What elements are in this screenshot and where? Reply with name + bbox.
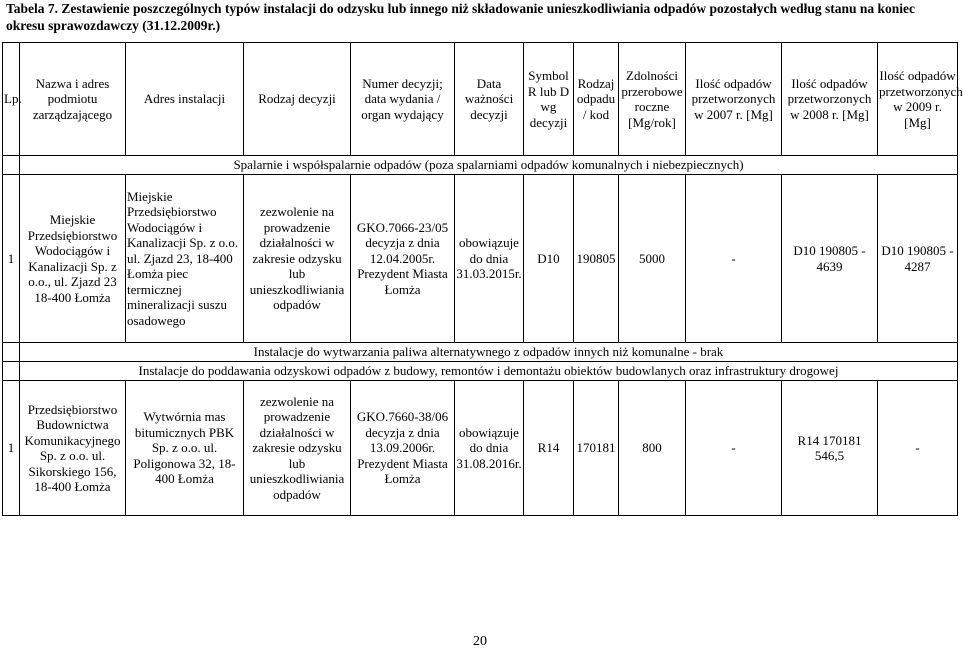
cell-symbol: R14 [524,381,574,516]
header-cell: Rodzaj decyzji [244,43,351,156]
section-row [3,362,958,381]
cell-kod: 190805 [574,175,619,343]
header-cell: Ilość odpadów przetworzonych w 2008 r. [Mg] [782,43,878,156]
cell-podmiot: Miejskie Przedsiębiorstwo Wodociągów i Kanalizacji Sp. z o.o., ul. Zjazd 23 18-400 Łomża [20,175,126,343]
header-cell: Data ważności decyzji [455,43,524,156]
header-cell: Ilość odpadów przetworzonych w 2009 r. [Mg] [878,43,958,156]
section-row [3,343,958,362]
cell-numer: GKO.7066-23/05 decyzja z dnia 12.04.2005r. Prezydent Miasta Łomża [351,175,455,343]
cell-adres: Wytwórnia mas bitumicznych PBK Sp. z o.o. ul. Poligonowa 32, 18-400 Łomża [126,381,244,516]
cell-2008: R14 170181 546,5 [782,381,878,516]
cell-2009: - [878,381,958,516]
section-title: Spalarnie i współspalarnie odpadów (poza spalarniami odpadów komunalnych i niebezpiecznych) [20,156,958,175]
section-title: Instalacje do poddawania odzyskowi odpadów z budowy, remontów i demontażu obiektów budowlanych oraz infrastruktury drogowej [20,362,958,381]
table-caption: Tabela 7. Zestawienie poszczególnych typów instalacji do odzysku lub innego niż składowanie unieszkodliwiania odpadów pozostałych według stanu na koniec okresu sprawozdawczy (31.12.2009r.) [6,1,916,33]
header-cell: Ilość odpadów przetworzonych w 2007 r. [Mg] [686,43,782,156]
header-cell: Adres instalacji [126,43,244,156]
header-cell: Symbol R lub D wg decyzji [524,43,574,156]
cell-adres: Miejskie Przedsiębiorstwo Wodociągów i Kanalizacji Sp. z o.o. ul. Zjazd 23, 18-400 Łomża piec termicznej mineralizacji suszu osadowego [126,175,244,343]
cell-rodzaj: zezwolenie na prowadzenie działalności w zakresie odzysku lub unieszkodliwiania odpadów [244,175,351,343]
cell-lp: 1 [3,381,20,516]
cell-2007: - [686,175,782,343]
cell-symbol: D10 [524,175,574,343]
cell-zdolnosc: 800 [619,381,686,516]
section-row [3,156,958,175]
section-cell [3,343,20,362]
cell-podmiot: Przedsiębiorstwo Budownictwa Komunikacyjnego Sp. z o.o. ul. Sikorskiego 156, 18-400 Łomża [20,381,126,516]
header-cell: Numer decyzji; data wydania / organ wydający [351,43,455,156]
cell-2009: D10 190805 - 4287 [878,175,958,343]
cell-kod: 170181 [574,381,619,516]
cell-waznosc: obowiązuje do dnia 31.03.2015r. [455,175,524,343]
header-row [3,43,958,156]
section-title: Instalacje do wytwarzania paliwa alternatywnego z odpadów innych niż komunalne - brak [20,343,958,362]
header-cell: Zdolności przerobowe roczne [Mg/rok] [619,43,686,156]
header-cell: Lp. [3,43,20,156]
cell-rodzaj: zezwolenie na prowadzenie działalności w zakresie odzysku lub unieszkodliwiania odpadów [244,381,351,516]
cell-2008: D10 190805 - 4639 [782,175,878,343]
section-cell [3,156,20,175]
header-cell: Nazwa i adres podmiotu zarządzającego [20,43,126,156]
cell-zdolnosc: 5000 [619,175,686,343]
header-cell: Rodzaj odpadu / kod [574,43,619,156]
section-cell [3,362,20,381]
cell-2007: - [686,381,782,516]
cell-numer: GKO.7660-38/06 decyzja z dnia 13.09.2006r. Prezydent Miasta Łomża [351,381,455,516]
table-row [3,381,958,516]
table-row [3,175,958,343]
page-number: 20 [473,634,487,649]
cell-waznosc: obowiązuje do dnia 31.08.2016r. [455,381,524,516]
cell-lp: 1 [3,175,20,343]
installations-table [2,42,963,516]
